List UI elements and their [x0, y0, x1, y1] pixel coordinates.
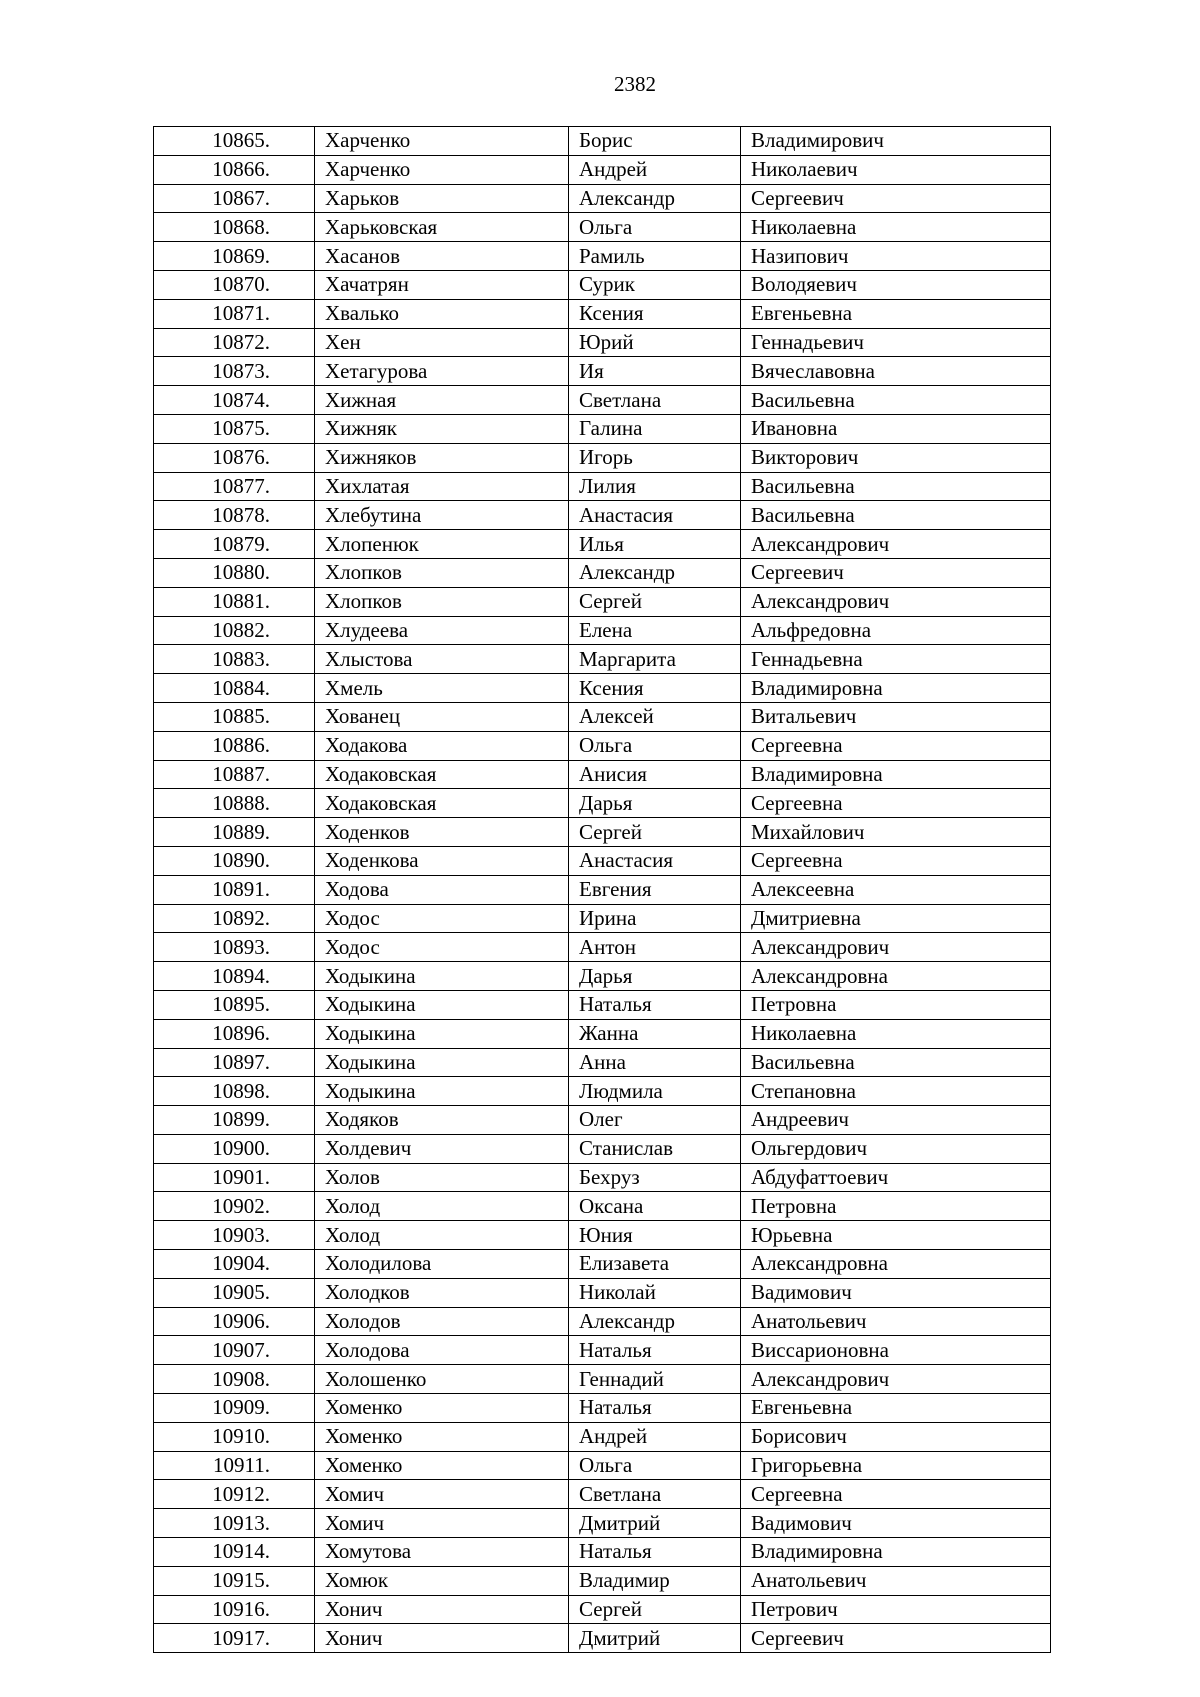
first-name-cell: Елена — [569, 616, 741, 645]
surname-cell: Ходос — [315, 933, 569, 962]
row-number-cell: 10895. — [154, 990, 315, 1019]
first-name-cell: Сурик — [569, 270, 741, 299]
surname-cell: Хижная — [315, 386, 569, 415]
first-name-cell: Алексей — [569, 702, 741, 731]
patronymic-cell: Геннадьевич — [741, 328, 1051, 357]
first-name-cell: Ксения — [569, 299, 741, 328]
patronymic-cell: Васильевна — [741, 386, 1051, 415]
patronymic-cell: Владимировна — [741, 674, 1051, 703]
table-row — [154, 1595, 1051, 1624]
row-number-cell: 10886. — [154, 731, 315, 760]
table-row — [154, 1336, 1051, 1365]
surname-cell: Хмель — [315, 674, 569, 703]
patronymic-cell: Александровна — [741, 962, 1051, 991]
table-row — [154, 299, 1051, 328]
first-name-cell: Антон — [569, 933, 741, 962]
first-name-cell: Владимир — [569, 1566, 741, 1595]
patronymic-cell: Ольгердович — [741, 1134, 1051, 1163]
row-number-cell: 10879. — [154, 530, 315, 559]
patronymic-cell: Владимировна — [741, 1538, 1051, 1567]
first-name-cell: Илья — [569, 530, 741, 559]
first-name-cell: Бехруз — [569, 1163, 741, 1192]
first-name-cell: Дарья — [569, 962, 741, 991]
row-number-cell: 10890. — [154, 846, 315, 875]
row-number-cell: 10897. — [154, 1048, 315, 1077]
row-number-cell: 10887. — [154, 760, 315, 789]
first-name-cell: Дарья — [569, 789, 741, 818]
row-number-cell: 10914. — [154, 1538, 315, 1567]
surname-cell: Холодилова — [315, 1250, 569, 1279]
row-number-cell: 10891. — [154, 875, 315, 904]
row-number-cell: 10900. — [154, 1134, 315, 1163]
surname-cell: Харьковская — [315, 213, 569, 242]
table-row — [154, 558, 1051, 587]
row-number-cell: 10881. — [154, 587, 315, 616]
patronymic-cell: Витальевич — [741, 702, 1051, 731]
patronymic-cell: Абдуфаттоевич — [741, 1163, 1051, 1192]
surname-cell: Хлопков — [315, 558, 569, 587]
surname-cell: Ходыкина — [315, 990, 569, 1019]
first-name-cell: Жанна — [569, 1019, 741, 1048]
table-row — [154, 962, 1051, 991]
table-row — [154, 1422, 1051, 1451]
surname-cell: Хомич — [315, 1480, 569, 1509]
row-number-cell: 10892. — [154, 904, 315, 933]
patronymic-cell: Владимировна — [741, 760, 1051, 789]
surname-cell: Хлебутина — [315, 501, 569, 530]
row-number-cell: 10903. — [154, 1221, 315, 1250]
patronymic-cell: Вадимович — [741, 1509, 1051, 1538]
row-number-cell: 10907. — [154, 1336, 315, 1365]
row-number-cell: 10870. — [154, 270, 315, 299]
first-name-cell: Наталья — [569, 1394, 741, 1423]
table-row — [154, 270, 1051, 299]
surname-cell: Хомутова — [315, 1538, 569, 1567]
patronymic-cell: Александровна — [741, 1250, 1051, 1279]
patronymic-cell: Назипович — [741, 242, 1051, 271]
first-name-cell: Александр — [569, 1307, 741, 1336]
surname-cell: Хомич — [315, 1509, 569, 1538]
patronymic-cell: Юрьевна — [741, 1221, 1051, 1250]
first-name-cell: Сергей — [569, 1595, 741, 1624]
first-name-cell: Лилия — [569, 472, 741, 501]
patronymic-cell: Вадимович — [741, 1278, 1051, 1307]
names-table — [153, 126, 1051, 1653]
row-number-cell: 10869. — [154, 242, 315, 271]
surname-cell: Хлопков — [315, 587, 569, 616]
table-row — [154, 1566, 1051, 1595]
first-name-cell: Анна — [569, 1048, 741, 1077]
first-name-cell: Александр — [569, 558, 741, 587]
patronymic-cell: Геннадьевна — [741, 645, 1051, 674]
surname-cell: Холод — [315, 1221, 569, 1250]
patronymic-cell: Николаевна — [741, 1019, 1051, 1048]
table-row — [154, 731, 1051, 760]
surname-cell: Хачатрян — [315, 270, 569, 299]
first-name-cell: Ирина — [569, 904, 741, 933]
patronymic-cell: Виссарионовна — [741, 1336, 1051, 1365]
patronymic-cell: Васильевна — [741, 472, 1051, 501]
first-name-cell: Наталья — [569, 990, 741, 1019]
row-number-cell: 10872. — [154, 328, 315, 357]
surname-cell: Харченко — [315, 127, 569, 156]
patronymic-cell: Петровна — [741, 1192, 1051, 1221]
first-name-cell: Борис — [569, 127, 741, 156]
surname-cell: Ходенков — [315, 818, 569, 847]
surname-cell: Хоменко — [315, 1422, 569, 1451]
first-name-cell: Ольга — [569, 1451, 741, 1480]
first-name-cell: Сергей — [569, 587, 741, 616]
table-row — [154, 155, 1051, 184]
surname-cell: Харьков — [315, 184, 569, 213]
table-row — [154, 1019, 1051, 1048]
surname-cell: Холодков — [315, 1278, 569, 1307]
table-row — [154, 1480, 1051, 1509]
surname-cell: Холодова — [315, 1336, 569, 1365]
first-name-cell: Ксения — [569, 674, 741, 703]
surname-cell: Хижняков — [315, 443, 569, 472]
row-number-cell: 10882. — [154, 616, 315, 645]
patronymic-cell: Викторович — [741, 443, 1051, 472]
table-row — [154, 1394, 1051, 1423]
table-body — [154, 127, 1051, 1653]
row-number-cell: 10865. — [154, 127, 315, 156]
page-number: 2382 — [614, 72, 656, 96]
row-number-cell: 10893. — [154, 933, 315, 962]
first-name-cell: Анастасия — [569, 501, 741, 530]
first-name-cell: Наталья — [569, 1538, 741, 1567]
row-number-cell: 10877. — [154, 472, 315, 501]
surname-cell: Ходыкина — [315, 1077, 569, 1106]
table-row — [154, 1192, 1051, 1221]
first-name-cell: Дмитрий — [569, 1624, 741, 1653]
first-name-cell: Рамиль — [569, 242, 741, 271]
row-number-cell: 10916. — [154, 1595, 315, 1624]
table-row — [154, 616, 1051, 645]
first-name-cell: Андрей — [569, 155, 741, 184]
row-number-cell: 10910. — [154, 1422, 315, 1451]
table-row — [154, 472, 1051, 501]
first-name-cell: Светлана — [569, 1480, 741, 1509]
row-number-cell: 10905. — [154, 1278, 315, 1307]
row-number-cell: 10904. — [154, 1250, 315, 1279]
table-row — [154, 414, 1051, 443]
table-row — [154, 674, 1051, 703]
patronymic-cell: Сергеевич — [741, 184, 1051, 213]
row-number-cell: 10878. — [154, 501, 315, 530]
patronymic-cell: Степановна — [741, 1077, 1051, 1106]
row-number-cell: 10883. — [154, 645, 315, 674]
table-row — [154, 1221, 1051, 1250]
surname-cell: Ходос — [315, 904, 569, 933]
row-number-cell: 10875. — [154, 414, 315, 443]
first-name-cell: Анисия — [569, 760, 741, 789]
table-row — [154, 1106, 1051, 1135]
row-number-cell: 10915. — [154, 1566, 315, 1595]
table-row — [154, 789, 1051, 818]
first-name-cell: Игорь — [569, 443, 741, 472]
patronymic-cell: Евгеньевна — [741, 1394, 1051, 1423]
row-number-cell: 10911. — [154, 1451, 315, 1480]
row-number-cell: 10866. — [154, 155, 315, 184]
row-number-cell: 10906. — [154, 1307, 315, 1336]
patronymic-cell: Петровна — [741, 990, 1051, 1019]
first-name-cell: Юрий — [569, 328, 741, 357]
first-name-cell: Галина — [569, 414, 741, 443]
patronymic-cell: Сергеевна — [741, 1480, 1051, 1509]
patronymic-cell: Сергеевна — [741, 789, 1051, 818]
first-name-cell: Ольга — [569, 731, 741, 760]
row-number-cell: 10871. — [154, 299, 315, 328]
table-row — [154, 127, 1051, 156]
table-row — [154, 1077, 1051, 1106]
first-name-cell: Николай — [569, 1278, 741, 1307]
patronymic-cell: Анатольевич — [741, 1566, 1051, 1595]
table-row — [154, 1278, 1051, 1307]
first-name-cell: Маргарита — [569, 645, 741, 674]
table-row — [154, 760, 1051, 789]
surname-cell: Холошенко — [315, 1365, 569, 1394]
first-name-cell: Оксана — [569, 1192, 741, 1221]
first-name-cell: Анастасия — [569, 846, 741, 875]
patronymic-cell: Ивановна — [741, 414, 1051, 443]
table-row — [154, 846, 1051, 875]
patronymic-cell: Николаевич — [741, 155, 1051, 184]
first-name-cell: Наталья — [569, 1336, 741, 1365]
first-name-cell: Дмитрий — [569, 1509, 741, 1538]
patronymic-cell: Николаевна — [741, 213, 1051, 242]
row-number-cell: 10913. — [154, 1509, 315, 1538]
table-row — [154, 328, 1051, 357]
patronymic-cell: Васильевна — [741, 501, 1051, 530]
surname-cell: Ходаковская — [315, 760, 569, 789]
row-number-cell: 10873. — [154, 357, 315, 386]
first-name-cell: Александр — [569, 184, 741, 213]
patronymic-cell: Сергеевич — [741, 1624, 1051, 1653]
patronymic-cell: Вячеславовна — [741, 357, 1051, 386]
table-row — [154, 904, 1051, 933]
patronymic-cell: Андреевич — [741, 1106, 1051, 1135]
surname-cell: Хонич — [315, 1624, 569, 1653]
table-row — [154, 1509, 1051, 1538]
table-row — [154, 386, 1051, 415]
first-name-cell: Сергей — [569, 818, 741, 847]
patronymic-cell: Александрович — [741, 587, 1051, 616]
row-number-cell: 10874. — [154, 386, 315, 415]
patronymic-cell: Анатольевич — [741, 1307, 1051, 1336]
surname-cell: Хетагурова — [315, 357, 569, 386]
table-row — [154, 933, 1051, 962]
patronymic-cell: Сергеевна — [741, 731, 1051, 760]
table-row — [154, 1250, 1051, 1279]
row-number-cell: 10894. — [154, 962, 315, 991]
surname-cell: Хихлатая — [315, 472, 569, 501]
surname-cell: Ходяков — [315, 1106, 569, 1135]
surname-cell: Хомюк — [315, 1566, 569, 1595]
row-number-cell: 10917. — [154, 1624, 315, 1653]
table-row — [154, 1365, 1051, 1394]
first-name-cell: Елизавета — [569, 1250, 741, 1279]
row-number-cell: 10899. — [154, 1106, 315, 1135]
surname-cell: Ходыкина — [315, 1048, 569, 1077]
row-number-cell: 10896. — [154, 1019, 315, 1048]
patronymic-cell: Борисович — [741, 1422, 1051, 1451]
row-number-cell: 10909. — [154, 1394, 315, 1423]
surname-cell: Хижняк — [315, 414, 569, 443]
surname-cell: Хасанов — [315, 242, 569, 271]
row-number-cell: 10912. — [154, 1480, 315, 1509]
surname-cell: Ходакова — [315, 731, 569, 760]
first-name-cell: Евгения — [569, 875, 741, 904]
row-number-cell: 10885. — [154, 702, 315, 731]
patronymic-cell: Александрович — [741, 1365, 1051, 1394]
patronymic-cell: Александрович — [741, 933, 1051, 962]
table-row — [154, 1048, 1051, 1077]
patronymic-cell: Михайлович — [741, 818, 1051, 847]
patronymic-cell: Александрович — [741, 530, 1051, 559]
table-row — [154, 357, 1051, 386]
table-row — [154, 587, 1051, 616]
patronymic-cell: Петрович — [741, 1595, 1051, 1624]
first-name-cell: Ия — [569, 357, 741, 386]
patronymic-cell: Сергеевич — [741, 558, 1051, 587]
row-number-cell: 10908. — [154, 1365, 315, 1394]
patronymic-cell: Алексеевна — [741, 875, 1051, 904]
row-number-cell: 10889. — [154, 818, 315, 847]
table-row — [154, 530, 1051, 559]
table-row — [154, 645, 1051, 674]
table-row — [154, 242, 1051, 271]
table-row — [154, 213, 1051, 242]
surname-cell: Хен — [315, 328, 569, 357]
surname-cell: Харченко — [315, 155, 569, 184]
surname-cell: Хоменко — [315, 1451, 569, 1480]
surname-cell: Холдевич — [315, 1134, 569, 1163]
table-row — [154, 818, 1051, 847]
table-row — [154, 702, 1051, 731]
first-name-cell: Светлана — [569, 386, 741, 415]
first-name-cell: Станислав — [569, 1134, 741, 1163]
row-number-cell: 10876. — [154, 443, 315, 472]
first-name-cell: Геннадий — [569, 1365, 741, 1394]
row-number-cell: 10888. — [154, 789, 315, 818]
first-name-cell: Ольга — [569, 213, 741, 242]
table-row — [154, 443, 1051, 472]
surname-cell: Хлопенюк — [315, 530, 569, 559]
row-number-cell: 10884. — [154, 674, 315, 703]
surname-cell: Хоменко — [315, 1394, 569, 1423]
patronymic-cell: Дмитриевна — [741, 904, 1051, 933]
patronymic-cell: Володяевич — [741, 270, 1051, 299]
surname-cell: Ходыкина — [315, 1019, 569, 1048]
row-number-cell: 10901. — [154, 1163, 315, 1192]
surname-cell: Хлыстова — [315, 645, 569, 674]
first-name-cell: Андрей — [569, 1422, 741, 1451]
table-row — [154, 1538, 1051, 1567]
first-name-cell: Олег — [569, 1106, 741, 1135]
row-number-cell: 10902. — [154, 1192, 315, 1221]
patronymic-cell: Евгеньевна — [741, 299, 1051, 328]
table-row — [154, 1624, 1051, 1653]
first-name-cell: Юния — [569, 1221, 741, 1250]
surname-cell: Ходенкова — [315, 846, 569, 875]
first-name-cell: Людмила — [569, 1077, 741, 1106]
table-row — [154, 1163, 1051, 1192]
table-row — [154, 1307, 1051, 1336]
surname-cell: Холодов — [315, 1307, 569, 1336]
surname-cell: Ходаковская — [315, 789, 569, 818]
patronymic-cell: Григорьевна — [741, 1451, 1051, 1480]
table-row — [154, 875, 1051, 904]
surname-cell: Хованец — [315, 702, 569, 731]
row-number-cell: 10868. — [154, 213, 315, 242]
table-row — [154, 1451, 1051, 1480]
table-row — [154, 1134, 1051, 1163]
surname-cell: Холов — [315, 1163, 569, 1192]
patronymic-cell: Васильевна — [741, 1048, 1051, 1077]
surname-cell: Ходова — [315, 875, 569, 904]
row-number-cell: 10867. — [154, 184, 315, 213]
row-number-cell: 10898. — [154, 1077, 315, 1106]
table-row — [154, 184, 1051, 213]
surname-cell: Хонич — [315, 1595, 569, 1624]
patronymic-cell: Сергеевна — [741, 846, 1051, 875]
table-row — [154, 501, 1051, 530]
patronymic-cell: Альфредовна — [741, 616, 1051, 645]
surname-cell: Ходыкина — [315, 962, 569, 991]
patronymic-cell: Владимирович — [741, 127, 1051, 156]
table-row — [154, 990, 1051, 1019]
row-number-cell: 10880. — [154, 558, 315, 587]
surname-cell: Хвалько — [315, 299, 569, 328]
surname-cell: Хлудеева — [315, 616, 569, 645]
surname-cell: Холод — [315, 1192, 569, 1221]
